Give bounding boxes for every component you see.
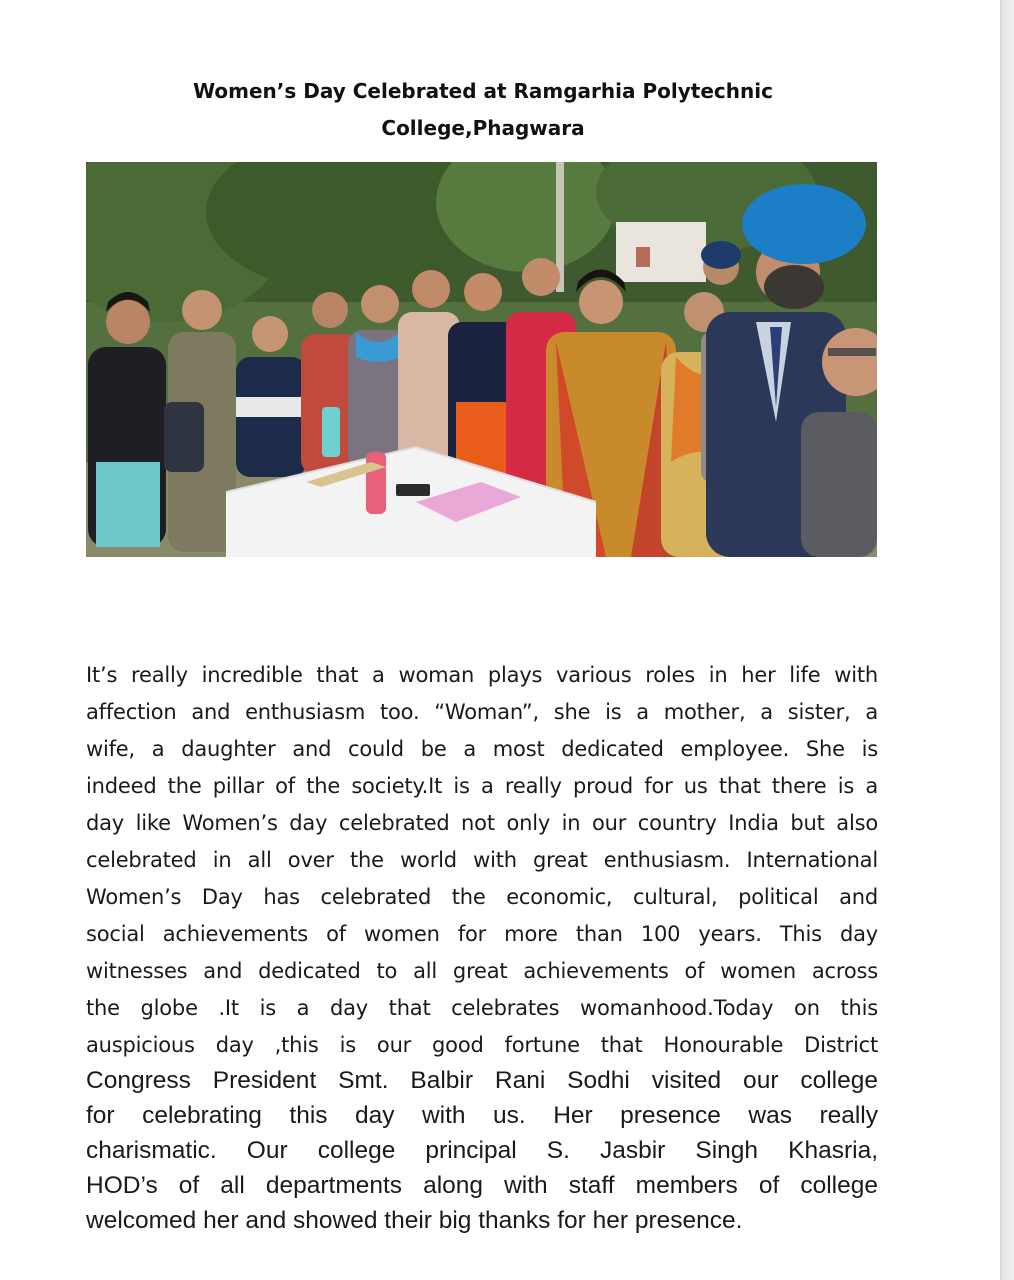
event-photo: [86, 162, 877, 557]
paragraph-line: HOD’s of all departments along with staff members of college: [86, 1172, 878, 1199]
paragraph-line: day like Women’s day celebrated not only in our country India but also: [86, 811, 878, 835]
paragraph-line: Congress President Smt. Balbir Rani Sodhi visited our college: [86, 1067, 878, 1094]
paragraph-line: for celebrating this day with us. Her presence was really: [86, 1102, 878, 1129]
paragraph-line: It’s really incredible that a woman plays various roles in her life with: [86, 663, 878, 687]
page-edge: [1000, 0, 1014, 1280]
paragraph-line: affection and enthusiasm too. “Woman”, she is a mother, a sister, a: [86, 700, 878, 724]
paragraph-line: wife, a daughter and could be a most dedicated employee. She is: [86, 737, 878, 761]
paragraph-line: auspicious day ,this is our good fortune that Honourable District: [86, 1033, 878, 1057]
paragraph-line: welcomed her and showed their big thanks for her presence.: [86, 1207, 743, 1234]
paragraph-line: the globe .It is a day that celebrates womanhood.Today on this: [86, 996, 878, 1020]
paragraph-line: witnesses and dedicated to all great achievements of women across: [86, 959, 878, 983]
document-title-line-1: Women’s Day Celebrated at Ramgarhia Polytechnic: [193, 79, 773, 103]
paragraph-line: celebrated in all over the world with great enthusiasm. International: [86, 848, 878, 872]
paragraph-line: social achievements of women for more than 100 years. This day: [86, 922, 878, 946]
paragraph-line: Women’s Day has celebrated the economic, cultural, political and: [86, 885, 878, 909]
document-title-line-2: College,Phagwara: [381, 116, 585, 140]
paragraph-line: indeed the pillar of the society.It is a really proud for us that there is a: [86, 774, 878, 798]
paragraph-line: charismatic. Our college principal S. Jasbir Singh Khasria,: [86, 1137, 878, 1164]
